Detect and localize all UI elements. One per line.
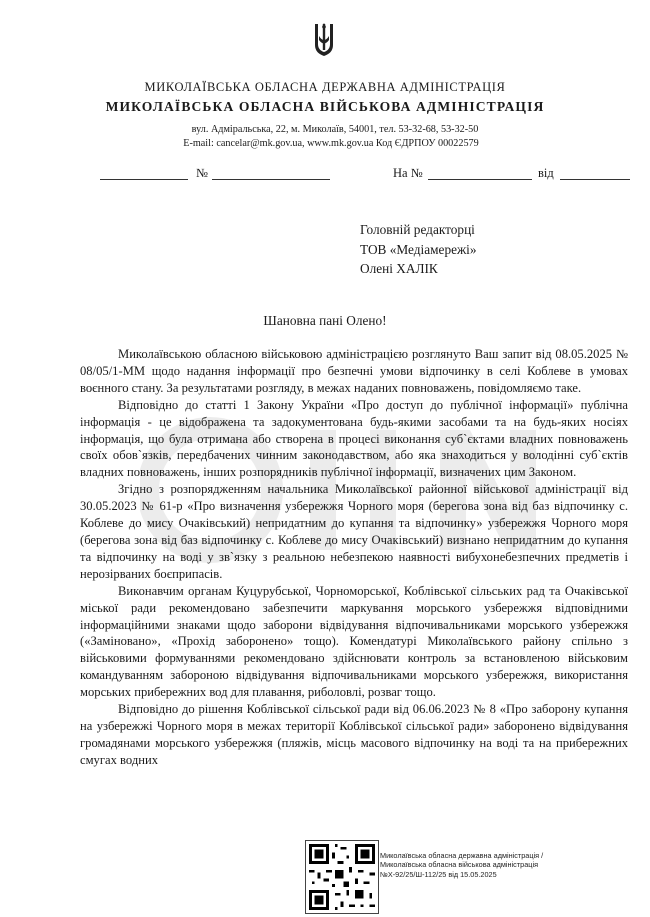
registration-line <box>0 166 650 186</box>
letter-body <box>80 346 628 769</box>
reply-date-label: від <box>538 166 554 180</box>
paragraph: Відповідно до рішення Коблівської сільської ради від 06.06.2023 № 8 «Про заборону купання на узбережжі Чорного моря в межах території Коблівської сільської ради» заборонено відвідування громадянами морського узбережжя (пляжів, місць масового відпочинку на воді та на прибережних смугах водних <box>80 702 628 767</box>
greeting: Шановна пані Олено! <box>263 313 387 328</box>
header-address: вул. Адміральська, 22, м. Миколаїв, 54001, тел. 53-32-68, 53-32-50 <box>191 124 479 135</box>
stamp-line: Миколаївська обласна державна адміністрація / <box>380 851 544 860</box>
addressee-position: Головній редакторці <box>360 222 475 237</box>
addressee-organization: ТОВ «Медіамережі» <box>360 241 477 257</box>
paragraph: Виконавчим органам Куцурубської, Чорноморської, Коблівської сільських рад та Очаківської міської ради рекомендовано забезпечити маркування морського узбережжя відповідними інформаційними знаками щодо заборони відвідування відпочивальниками морського узбережжя («Заміновано», «Прохід заборонено» тощо). Комендатурі Миколаївського району спільно з військовими формуваннями рекомендовано здійснювати контроль за встановленою військовим командуванням забороною відвідування відпочивальниками морського узбережжя, використання морських прибережних вод для плавання, риболовлі, розваг тощо. <box>80 583 628 700</box>
addressee-name: Олені ХАЛІК <box>360 261 438 276</box>
paragraph: Згідно з розпорядженням начальника Миколаївської районної військової адміністрації від 30.05.2023 № 61-р «Про визначення узбережжя Чорного моря (берегова зона від баз відпочинку с. Коблеве до мису Очаківський) непридатним до купання та відпочинку» узбережжя Чорного моря (берегова зона від баз відпочинку с. Коблеве до мису Очаківський) визнано непридатним до купання та відпочинку на воді у зв`язку з реальною небезпекою наявності вибухонебезпечних предметів і нерозірваних боєприпасів. <box>80 482 628 581</box>
date-blank <box>100 167 188 180</box>
stamp-line: Миколаївська обласна військова адміністрація <box>380 860 539 870</box>
stamp-registration-number: №Х-92/25/Ш-112/25 від 15.05.2025 <box>380 869 497 879</box>
header-contacts: E-mail: cancelar@mk.gov.ua, www.mk.gov.ua Код ЄДРПОУ 00022579 <box>183 138 479 149</box>
qr-code-icon <box>305 840 379 914</box>
reply-to-number-blank <box>428 167 532 180</box>
registration-number-label: № <box>196 166 208 180</box>
paragraph: Миколаївською обласною військовою адміністрацією розглянуто Ваш запит від 08.05.2025 № 08/05/1-ММ щодо надання інформації про безпечні умови відпочинку в селі Коблеве в умовах воєнного стану. За результатами розгляду, в межах наданих повноважень, повідомляємо таке. <box>80 347 628 395</box>
addressee-block <box>360 220 477 279</box>
header-line-regional-state-administration: МИКОЛАЇВСЬКА ОБЛАСНА ДЕРЖАВНА АДМІНІСТРАЦІЯ <box>144 80 506 94</box>
registration-number-blank <box>212 167 330 180</box>
reply-date-blank <box>560 167 630 180</box>
header-line-regional-military-administration: МИКОЛАЇВСЬКА ОБЛАСНА ВІЙСЬКОВА АДМІНІСТРАЦІЯ <box>105 99 545 114</box>
reply-to-number-label: На № <box>393 166 423 180</box>
registration-stamp <box>380 851 543 879</box>
paragraph: Відповідно до статті 1 Закону України «Про доступ до публічної інформації» публічна інформація - це відображена та задокументована будь-якими засобами та на будь-яких носіях інформація, що була отримана або створена в процесі виконання суб`єктами владних повноважень своїх обов`язків, передбачених чинним законодавством, або яка знаходиться у володінні суб`єктів владних повноважень, інших розпорядників публічної інформації, визначених цим Законом. <box>80 397 628 480</box>
trident-emblem-icon <box>313 22 335 58</box>
